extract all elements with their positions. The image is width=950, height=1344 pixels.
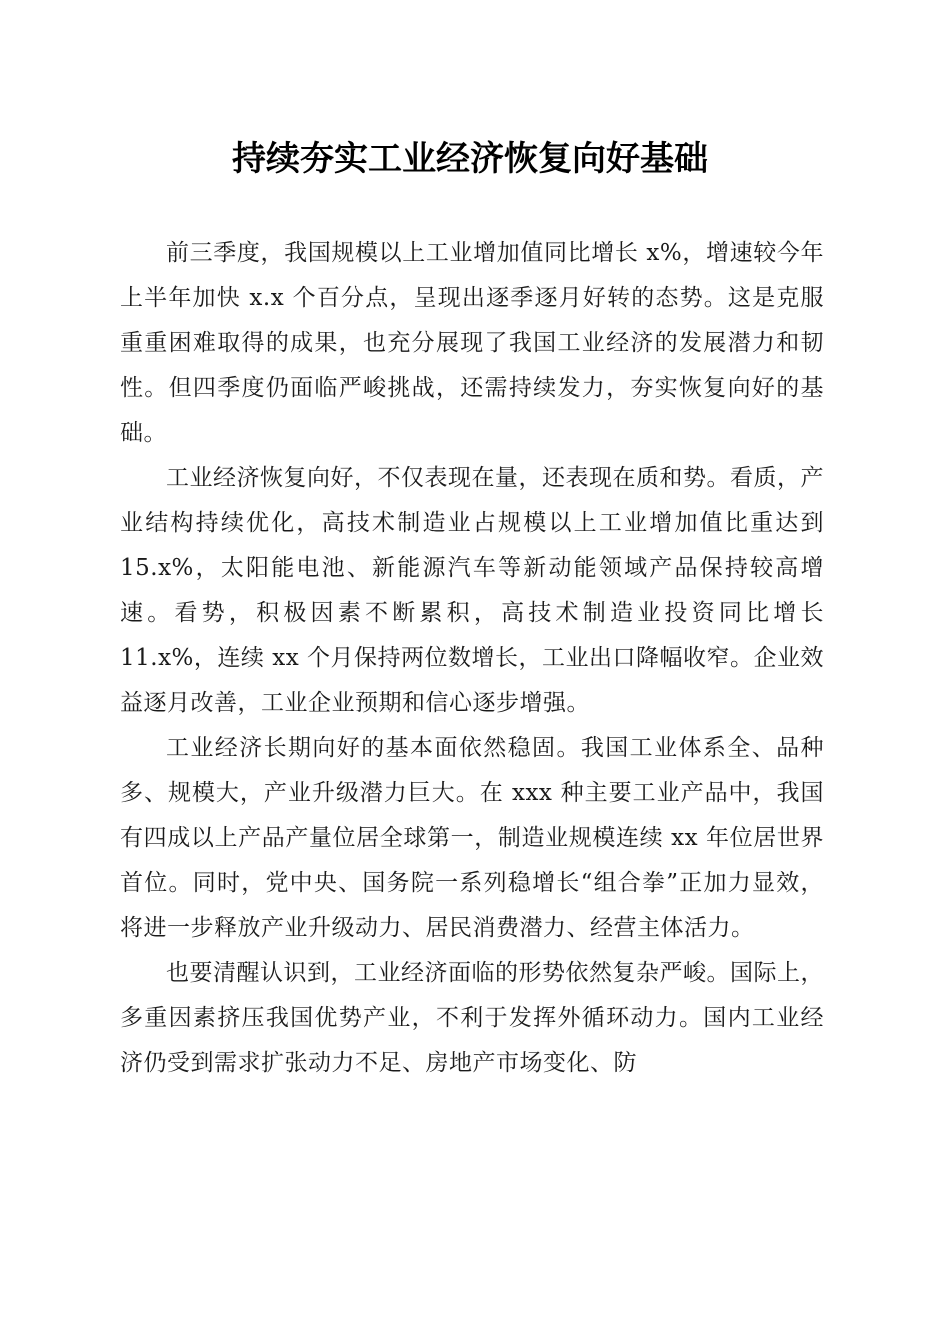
paragraph-2: 工业经济恢复向好，不仅表现在量，还表现在质和势。看质，产业结构持续优化，高技术制造业占规模以上工业增加值比重达到 15.x%，太阳能电池、新能源汽车等新动能领域产品保持较高增速。看势，积极因素不断累积，高技术制造业投资同比增长 11.x%，连续 xx 个月保持两位数增长，工业出口降幅收窄。企业效益逐月改善，工业企业预期和信心逐步增强。 <box>120 465 824 716</box>
paragraph-4: 也要清醒认识到，工业经济面临的形势依然复杂严峻。国际上，多重因素挤压我国优势产业，不利于发挥外循环动力。国内工业经济仍受到需求扩张动力不足、房地产市场变化、防 <box>120 960 824 1076</box>
paragraph-1: 前三季度，我国规模以上工业增加值同比增长 x%，增速较今年上半年加快 x.x 个百分点，呈现出逐季逐月好转的态势。这是克服重重困难取得的成果，也充分展现了我国工业经济的发展潜力和韧性。但四季度仍面临严峻挑战，还需持续发力，夯实恢复向好的基础。 <box>120 240 824 446</box>
paragraph-3: 工业经济长期向好的基本面依然稳固。我国工业体系全、品种多、规模大，产业升级潜力巨大。在 xxx 种主要工业产品中，我国有四成以上产品产量位居全球第一，制造业规模连续 xx 年位居世界首位。同时，党中央、国务院一系列稳增长“组合拳”正加力显效，将进一步释放产业升级动力、居民消费潜力、经营主体活力。 <box>120 735 824 941</box>
document-title: 持续夯实工业经济恢复向好基础 <box>232 139 708 179</box>
document-body <box>120 231 824 1086</box>
